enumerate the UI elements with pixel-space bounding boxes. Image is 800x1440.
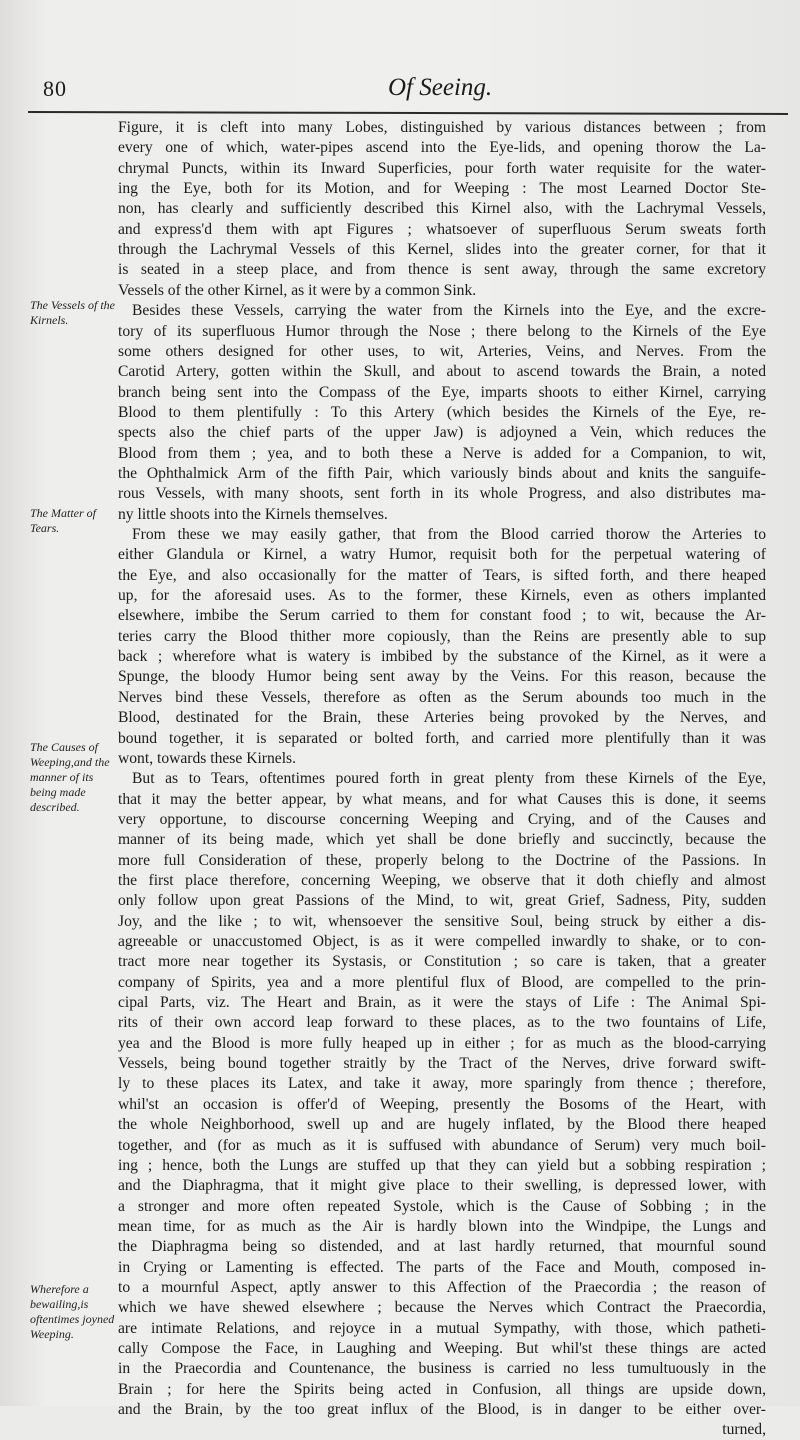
text-line: turned, [722, 1421, 766, 1439]
text-line: the Diaphragma being so distended, and at last hardly returned, that mournful sound [118, 1238, 766, 1256]
text-line: cally Compose the Face, in Laughing and Weeping. But whil'st these things are acted [118, 1340, 766, 1357]
text-line: whil'st an occasion is offer'd of Weeping, presently the Bosoms of the Heart, with [118, 1095, 766, 1113]
text-line: Besides these Vessels, carrying the water from the Kirnels into the Eye, and the excre- [132, 302, 766, 320]
text-line: back ; wherefore what is watery is imbibed by the substance of the Kirnel, as it were a [118, 648, 766, 666]
text-line: elsewhere, imbibe the Serum carried to them for constant food ; to wit, because the Ar- [118, 607, 766, 625]
text-line: yea and the Blood is more fully heaped up in either ; for as much as the blood-carrying [118, 1034, 766, 1052]
text-line: only follow upon great Passions of the Mind, to wit, great Grief, Sadness, Pity, sudden [118, 892, 766, 910]
page-header [0, 70, 800, 110]
text-line: and the Diaphragma, that it might give place to their swelling, is depressed lower, with [118, 1177, 766, 1195]
text-line: chrymal Puncts, within its Inward Superficies, pour forth water requisite for the water- [118, 159, 766, 177]
text-line: manner of its being made, which yet shall be done briefly and succinctly, because the [118, 831, 766, 849]
text-line: which we have shewed elsewhere ; because the Nerves which Contract the Praecordia, [118, 1299, 766, 1317]
text-line: non, has clearly and sufficiently described this Kirnel also, with the Lachrymal Vessels, [118, 200, 766, 218]
text-line: the Ophthalmick Arm of the fifth Pair, which variously binds about and knits the sanguife- [118, 464, 766, 482]
text-line: Figure, it is cleft into many Lobes, distinguished by various distances between ; from [118, 119, 766, 136]
text-line: Nerves bind these Vessels, therefore as often as the Serum abounds too much in the [118, 688, 766, 706]
text-line: spects also the chief parts of the upper Jaw) is adjoyned a Vein, which reduces the [118, 424, 766, 442]
text-line: very opportune, to discourse concerning Weeping and Crying, and of the Causes and [118, 810, 766, 828]
text-line: some others designed for other uses, to wit, Arteries, Veins, and Nerves. From the [118, 342, 766, 360]
text-line: and the Brain, by the too great influx of the Blood, is in danger to be either over- [118, 1401, 766, 1419]
text-line: together, and (for as much as it is suffused with abundance of Serum) very much boil- [118, 1136, 766, 1154]
text-line: mean time, for as much as the Air is hardly blown into the Windpipe, the Lungs and [118, 1217, 766, 1235]
text-line: tory of its superfluous Humor through the Nose ; there belong to the Kirnels of the Eye [118, 322, 766, 340]
margin-note-causes-of-weeping: The Causes of Weeping,and the manner of its being made described. [30, 740, 110, 814]
text-line: Blood, destinated for the Brain, these Arteries being provoked by the Nerves, and [118, 709, 766, 727]
text-line: cipal Parts, viz. The Heart and Brain, as it were the stays of Life : The Animal Spi- [118, 994, 766, 1012]
text-line: rits of their own accord leap forward to these places, as to the two fountains of Life, [118, 1014, 766, 1032]
text-line: rous Vessels, with many shoots, sent forth in its whole Progress, and also distributes ma- [118, 485, 766, 503]
text-line: Joy, and the like ; to wit, whensoever the sensitive Soul, being struck by either a dis- [118, 912, 766, 930]
text-line: Blood from them ; yea, and to both these a Nerve is added for a Companion, to wit, [118, 444, 766, 462]
text-line: Carotid Artery, gotten within the Skull, and about to ascend towards the Brain, a noted [118, 363, 766, 381]
text-line: the whole Neighborhood, swell up and are hugely inflated, by the Blood there heaped [118, 1116, 766, 1134]
text-line: up, for the aforesaid uses. As to the former, these Kirnels, even as others implanted [118, 587, 766, 605]
text-line: every one of which, water-pipes ascend into the Eye-lids, and opening thorow the La- [118, 139, 766, 157]
page-number: 80 [43, 76, 67, 101]
text-line: Spunge, the bloody Humor being sent away by the Veins. For this reason, because the [118, 668, 766, 686]
text-line: either Glandula or Kirnel, a watry Humor, requisit both for the perpetual watering of [118, 546, 766, 564]
text-line: ing ; hence, both the Lungs are stuffed up that they can yield but a sobbing respiration ; [118, 1156, 766, 1174]
text-line: in the Praecordia and Countenance, the business is carried no less tumultuously in the [118, 1360, 766, 1378]
text-line: bound together, it is separated or bolted forth, and carried more plentifully than it was [118, 729, 766, 747]
text-line: through the Lachrymal Vessels of this Kernel, slides into the greater corner, for that it [118, 241, 766, 259]
text-line: Vessels, being bound together straitly by the Tract of the Nerves, drive forward swift- [118, 1055, 766, 1073]
text-line: From these we may easily gather, that from the Blood carried thorow the Arteries to [132, 526, 766, 543]
text-line: Vessels of the other Kirnel, as it were by a common Sink. [118, 281, 477, 299]
text-line: more full Consideration of these, properly belong to the Doctrine of the Passions. In [118, 851, 766, 869]
running-title: Of Seeing. [388, 74, 493, 101]
text-line: Brain ; for here the Spirits being acted in Confusion, all things are upside down, [118, 1380, 766, 1398]
text-line: and express'd them with apt Figures ; whatsoever of superfluous Serum sweats forth [118, 220, 766, 238]
text-line: that it may the better appear, by what means, and for what Causes this is done, it seems [118, 790, 766, 808]
text-line: company of Spirits, yea and a more plentiful flux of Blood, are compelled to the prin- [118, 973, 766, 991]
margin-note-vessels: The Vessels of the Kirnels. [30, 298, 115, 327]
text-line: wont, towards these Kirnels. [118, 749, 296, 767]
text-line: branch being sent into the Compass of the Eye, imparts shoots to either Kirnel, carrying [118, 383, 766, 401]
text-line: ing the Eye, both for its Motion, and for Weeping : The most Learned Doctor Ste- [118, 180, 766, 198]
header-rule [28, 111, 788, 115]
margin-note-matter-of-tears: The Matter of Tears. [30, 506, 96, 535]
text-line: ny little shoots into the Kirnels themselves. [118, 505, 388, 523]
text-line: Blood to them plentifully : To this Artery (which besides the Kirnels of the Eye, re- [118, 403, 766, 421]
text-line: are intimate Relations, and rejoyce in a mutual Sympathy, with those, which patheti- [118, 1319, 766, 1337]
text-line: teries carry the Blood thither more copiously, than the Reins are presently able to sup [118, 627, 766, 645]
text-line: in Crying or Lamenting is effected. The parts of the Face and Mouth, composed in- [118, 1258, 766, 1276]
text-line: to a mournful Aspect, aptly answer to this Affection of the Praecordia ; the reason of [118, 1278, 766, 1296]
text-line: But as to Tears, oftentimes poured forth in great plenty from these Kirnels of the Eye, [132, 770, 766, 788]
text-line: tract more near together its Systasis, or Constitution ; so care is taken, that a greater [118, 953, 766, 971]
text-line: a stronger and more often repeated Systole, which is the Cause of Sobbing ; in the [118, 1197, 766, 1215]
text-line: agreeable or unaccustomed Object, is as it were compelled inwardly to shake, or to con- [118, 933, 766, 950]
text-line: ly to these places its Latex, and take it away, more sparingly from thence ; therefore, [118, 1075, 766, 1093]
text-line: the first place therefore, concerning Weeping, we observe that it doth chiefly and almost [118, 871, 766, 889]
margin-note-bewailing: Wherefore a bewailing,is oftentimes joyned Weeping. [30, 1282, 115, 1341]
text-line: the Eye, and also occasionally for the matter of Tears, is sifted forth, and there heaped [118, 566, 766, 584]
text-line: is seated in a steep place, and from thence is sent away, through the same excretory [118, 261, 766, 279]
